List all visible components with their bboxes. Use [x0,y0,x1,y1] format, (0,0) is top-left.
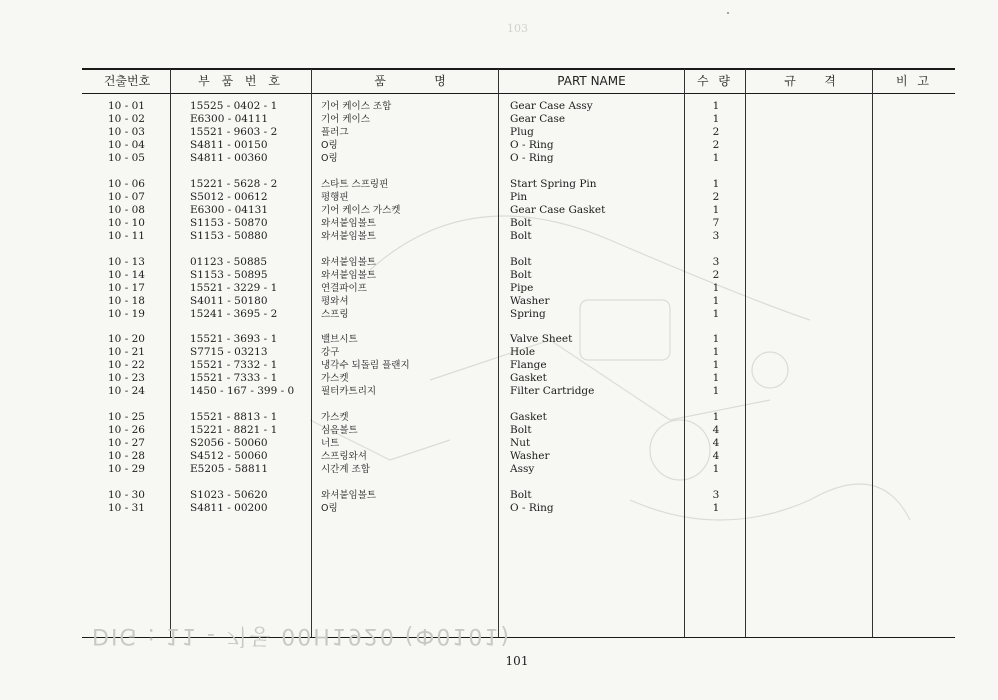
row-part-name: Pin [510,191,528,203]
row-korean-name: 강구 [321,347,340,358]
row-part-number: E5205 - 58811 [190,463,269,475]
row-quantity: 1 [712,346,720,358]
row-part-number: S4512 - 50060 [190,450,268,462]
row-korean-name: 스프링 [321,309,349,320]
row-item-number: 10 - 18 [108,295,145,307]
row-korean-name: 기어 케이스 가스켓 [321,205,401,216]
row-part-name: O - Ring [510,139,554,151]
row-part-name: Valve Sheet [510,333,573,345]
table-row [0,502,998,515]
table-row [0,333,998,346]
row-quantity: 4 [712,450,720,462]
row-part-name: Bolt [510,230,532,242]
row-korean-name: 와셔붙임볼트 [321,257,377,268]
row-korean-name: O링 [321,140,338,151]
row-korean-name: 스타트 스프링핀 [321,179,389,190]
header-no: 건출번호 [103,74,151,88]
table-row [0,178,998,191]
table-row [0,204,998,217]
row-part-number: 15521 - 3229 - 1 [190,282,278,294]
row-item-number: 10 - 29 [108,463,145,475]
row-part-number: 1450 - 167 - 399 - 0 [190,385,295,397]
row-korean-name: 심음볼트 [321,425,358,436]
row-quantity: 1 [712,463,720,475]
row-item-number: 10 - 30 [108,489,145,501]
row-quantity: 1 [712,308,720,320]
row-item-number: 10 - 05 [108,152,145,164]
row-part-name: Pipe [510,282,534,294]
row-part-name: Bolt [510,269,532,281]
table-row [0,126,998,139]
table-row [0,217,998,230]
table-row [0,152,998,165]
row-quantity: 1 [712,372,720,384]
row-part-number: S1153 - 50870 [190,217,268,229]
row-quantity: 2 [712,191,720,203]
row-part-number: 15221 - 5628 - 2 [190,178,278,190]
row-item-number: 10 - 07 [108,191,145,203]
row-korean-name: 평행핀 [321,192,349,203]
header-remark: 비 고 [896,74,932,88]
header-bottom-rule [82,93,955,94]
row-korean-name: 가스켓 [321,412,349,423]
row-item-number: 10 - 10 [108,217,145,229]
header-part-name: PART NAME [557,74,626,88]
row-item-number: 10 - 04 [108,139,145,151]
row-korean-name: 평와셔 [321,296,349,307]
row-part-name: O - Ring [510,502,554,514]
row-korean-name: O링 [321,503,338,514]
table-row [0,100,998,113]
row-part-name: Bolt [510,424,532,436]
row-item-number: 10 - 24 [108,385,145,397]
row-part-name: Gear Case Gasket [510,204,606,216]
row-korean-name: 와셔붙임볼트 [321,218,377,229]
row-quantity: 7 [712,217,720,229]
row-quantity: 1 [712,282,720,294]
row-quantity: 3 [712,256,720,268]
row-part-number: 15521 - 7333 - 1 [190,372,278,384]
table-row [0,269,998,282]
row-quantity: 3 [712,230,720,242]
row-item-number: 10 - 06 [108,178,145,190]
row-korean-name: 와셔붙임볼트 [321,490,377,501]
table-row [0,424,998,437]
row-part-name: Gasket [510,411,547,423]
header-korean-name-2: 명 [434,74,446,88]
table-row [0,295,998,308]
table-row [0,359,998,372]
row-item-number: 10 - 27 [108,437,145,449]
table-row [0,437,998,450]
row-item-number: 10 - 20 [108,333,145,345]
row-item-number: 10 - 28 [108,450,145,462]
row-korean-name: 기어 케이스 [321,114,370,125]
row-part-name: Hole [510,346,536,358]
row-korean-name: 기어 케이스 조합 [321,101,392,112]
row-korean-name: 스프링와셔 [321,451,367,462]
table-row [0,489,998,502]
row-korean-name: 연결파이프 [321,283,367,294]
row-part-name: Flange [510,359,547,371]
row-korean-name: 시간계 조합 [321,464,370,475]
table-row [0,463,998,476]
row-part-name: Nut [510,437,531,449]
row-korean-name: 냉각수 되돌림 플랜지 [321,360,410,371]
row-part-name: Filter Cartridge [510,385,595,397]
row-part-name: Washer [510,450,550,462]
row-part-number: 01123 - 50885 [190,256,268,268]
row-part-number: E6300 - 04131 [190,204,269,216]
row-quantity: 1 [712,100,720,112]
row-quantity: 1 [712,385,720,397]
row-part-number: 15241 - 3695 - 2 [190,308,278,320]
row-part-name: Gear Case [510,113,566,125]
table-row [0,385,998,398]
table-row [0,308,998,321]
row-quantity: 1 [712,502,720,514]
row-item-number: 10 - 01 [108,100,145,112]
table-row [0,346,998,359]
row-item-number: 10 - 26 [108,424,145,436]
row-quantity: 4 [712,437,720,449]
row-part-name: Gasket [510,372,547,384]
table-row [0,256,998,269]
row-item-number: 10 - 08 [108,204,145,216]
row-part-number: 15221 - 8821 - 1 [190,424,278,436]
row-quantity: 1 [712,295,720,307]
table-row [0,113,998,126]
row-part-name: Gear Case Assy [510,100,593,112]
row-korean-name: O링 [321,153,338,164]
row-part-number: S4011 - 50180 [190,295,268,307]
row-item-number: 10 - 19 [108,308,145,320]
row-quantity: 2 [712,126,720,138]
row-part-name: Bolt [510,489,532,501]
row-item-number: 10 - 31 [108,502,145,514]
row-part-number: S2056 - 50060 [190,437,268,449]
row-quantity: 4 [712,424,720,436]
row-part-name: Bolt [510,217,532,229]
table-row [0,411,998,424]
header-korean-name-1: 품 [374,74,386,88]
row-quantity: 1 [712,411,720,423]
row-part-number: 15521 - 3693 - 1 [190,333,278,345]
header-quantity: 수 량 [697,74,733,88]
row-part-name: Assy [510,463,535,475]
row-part-name: Washer [510,295,550,307]
row-korean-name: 가스켓 [321,373,349,384]
ghost-page-number: 103 [507,22,528,35]
row-item-number: 10 - 17 [108,282,145,294]
row-item-number: 10 - 03 [108,126,145,138]
row-item-number: 10 - 11 [108,230,145,242]
row-item-number: 10 - 25 [108,411,145,423]
row-item-number: 10 - 21 [108,346,145,358]
row-item-number: 10 - 13 [108,256,145,268]
row-item-number: 10 - 14 [108,269,145,281]
table-row [0,282,998,295]
header-part-number: 부 품 번 호 [198,74,284,88]
row-part-number: 15521 - 9603 - 2 [190,126,278,138]
row-quantity: 1 [712,333,720,345]
table-row [0,139,998,152]
row-part-number: S4811 - 00360 [190,152,268,164]
row-item-number: 10 - 22 [108,359,145,371]
row-quantity: 1 [712,178,720,190]
row-part-name: O - Ring [510,152,554,164]
row-part-number: 15525 - 0402 - 1 [190,100,278,112]
row-korean-name: 밸브시트 [321,334,358,345]
row-part-number: S1153 - 50895 [190,269,268,281]
row-quantity: 2 [712,139,720,151]
row-quantity: 2 [712,269,720,281]
scan-speck [727,12,729,14]
row-part-number: S7715 - 03213 [190,346,268,358]
table-row [0,191,998,204]
header-spec-1: 규 [784,74,796,88]
row-part-name: Plug [510,126,534,138]
row-quantity: 1 [712,113,720,125]
row-korean-name: 와셔붙임볼트 [321,270,377,281]
page-number: 101 [505,654,529,668]
row-quantity: 3 [712,489,720,501]
header-spec-2: 격 [824,74,836,88]
row-item-number: 10 - 02 [108,113,145,125]
row-part-name: Start Spring Pin [510,178,597,190]
row-part-number: 15521 - 8813 - 1 [190,411,278,423]
row-part-name: Bolt [510,256,532,268]
table-row [0,372,998,385]
row-quantity: 1 [712,152,720,164]
row-korean-name: 필터카트리지 [321,386,377,397]
row-quantity: 1 [712,359,720,371]
row-part-name: Spring [510,308,546,320]
row-korean-name: 너트 [321,438,340,449]
table-row [0,450,998,463]
row-part-number: S1023 - 50620 [190,489,268,501]
row-part-number: S1153 - 50880 [190,230,268,242]
row-part-number: S4811 - 00150 [190,139,268,151]
row-korean-name: 플러그 [321,127,349,138]
row-part-number: S5012 - 00612 [190,191,268,203]
table-row [0,230,998,243]
row-part-number: S4811 - 00200 [190,502,268,514]
mirrored-bleedthrough-text: DIG : 11 - 기동 00H1920 (Ф0101) [92,623,511,648]
row-item-number: 10 - 23 [108,372,145,384]
row-part-number: E6300 - 04111 [190,113,269,125]
row-korean-name: 와셔붙임볼트 [321,231,377,242]
row-part-number: 15521 - 7332 - 1 [190,359,278,371]
row-quantity: 1 [712,204,720,216]
